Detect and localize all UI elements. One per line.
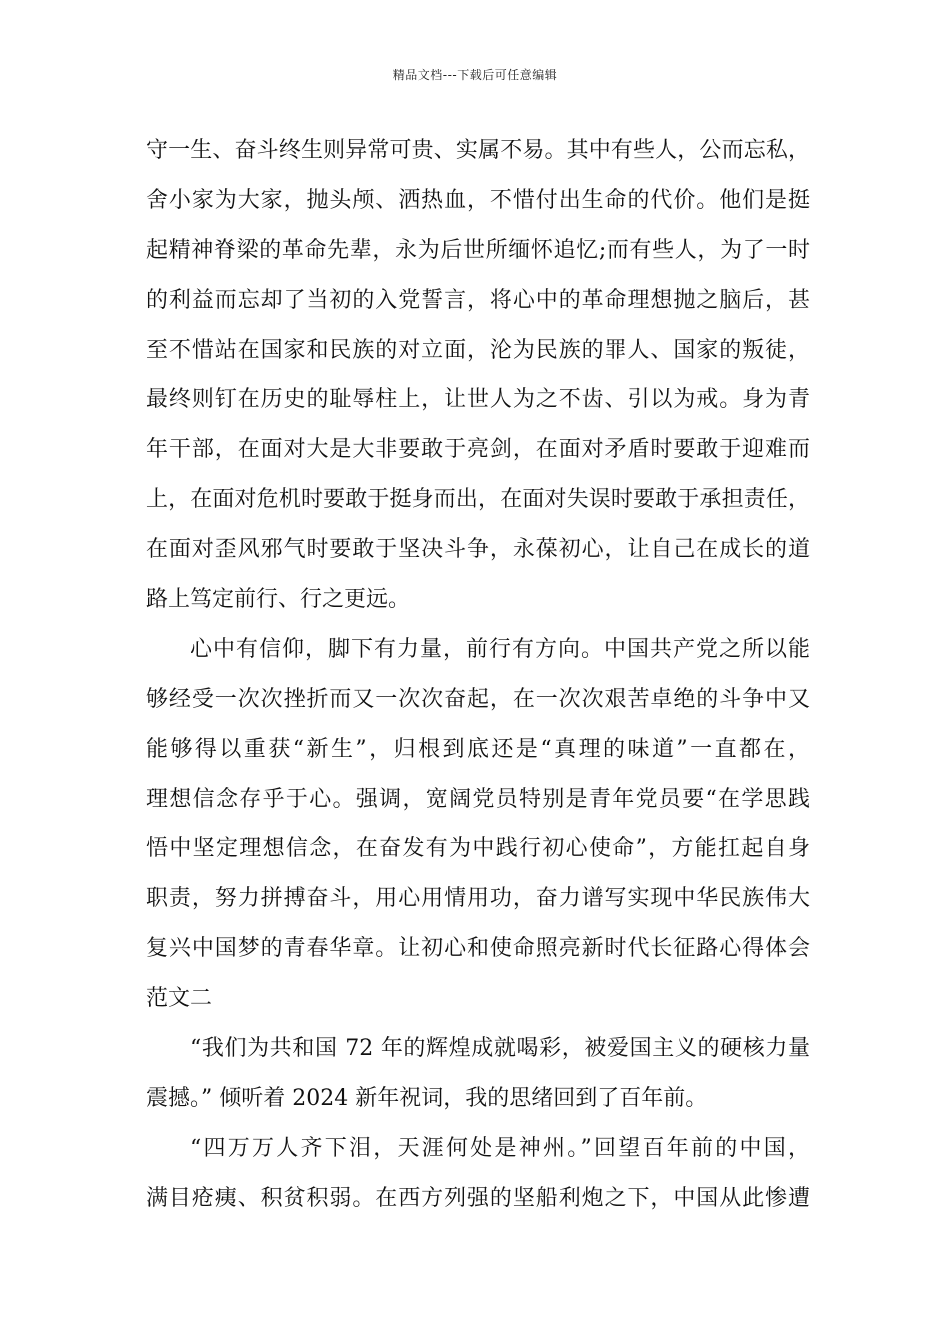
- text-line: 悟中坚定理想信念，在奋发有为中践行初心使命”，方能扛起自身: [146, 836, 810, 862]
- text-line: 心中有信仰，脚下有力量，前行有方向。中国共产党之所以能: [190, 636, 810, 662]
- text-line: 守一生、奋斗终生则异常可贵、实属不易。其中有些人，公而忘私，: [146, 138, 810, 163]
- text-line: 满目疮痍、积贫积弱。在西方列强的坚船利炮之下，中国从此惨遭: [146, 1185, 810, 1211]
- page-header: 精品文档---下载后可任意编辑: [392, 68, 558, 82]
- body-text: [146, 126, 810, 1224]
- text-line: 起精神脊梁的革命先辈，永为后世所缅怀追忆;而有些人，为了一时: [146, 237, 810, 263]
- text-line: 最终则钉在历史的耻辱柱上，让世人为之不齿、引以为戒。身为青: [146, 387, 810, 413]
- text-line: 复兴中国梦的青春华章。让初心和使命照亮新时代长征路心得体会: [146, 936, 810, 962]
- text-line: 能够得以重获“新生”，归根到底还是“真理的味道”一直都在，: [146, 736, 810, 762]
- text-line: “四万万人齐下泪，天涯何处是神州。”回望百年前的中国，: [190, 1135, 810, 1161]
- text-line: 路上笃定前行、行之更远。: [146, 587, 411, 613]
- text-line: 震撼。” 倾听着 2024 新年祝词，我的思绪回到了百年前。: [146, 1085, 708, 1111]
- text-line: 至不惜站在国家和民族的对立面，沦为民族的罪人、国家的叛徒，: [146, 337, 810, 363]
- text-line: 在面对歪风邪气时要敢于坚决斗争，永葆初心，让自己在成长的道: [146, 537, 810, 563]
- text-line: 上，在面对危机时要敢于挺身而出，在面对失误时要敢于承担责任，: [146, 487, 810, 513]
- text-line: “我们为共和国 72 年的辉煌成就喝彩，被爱国主义的硬核力量: [190, 1036, 810, 1062]
- text-line: 理想信念存乎于心。强调，宽阔党员特别是青年党员要“在学思践: [146, 786, 810, 812]
- text-line: 够经受一次次挫折而又一次次奋起，在一次次艰苦卓绝的斗争中又: [146, 686, 810, 712]
- text-line: 职责，努力拼搏奋斗，用心用情用功，奋力谱写实现中华民族伟大: [146, 886, 810, 912]
- text-line: 年干部，在面对大是大非要敢于亮剑，在面对矛盾时要敢于迎难而: [146, 437, 810, 463]
- text-line: 范文二: [146, 986, 213, 1012]
- text-line: 舍小家为大家，抛头颅、洒热血，不惜付出生命的代价。他们是挺: [146, 187, 810, 213]
- text-line: 的利益而忘却了当初的入党誓言，将心中的革命理想抛之脑后，甚: [146, 287, 810, 313]
